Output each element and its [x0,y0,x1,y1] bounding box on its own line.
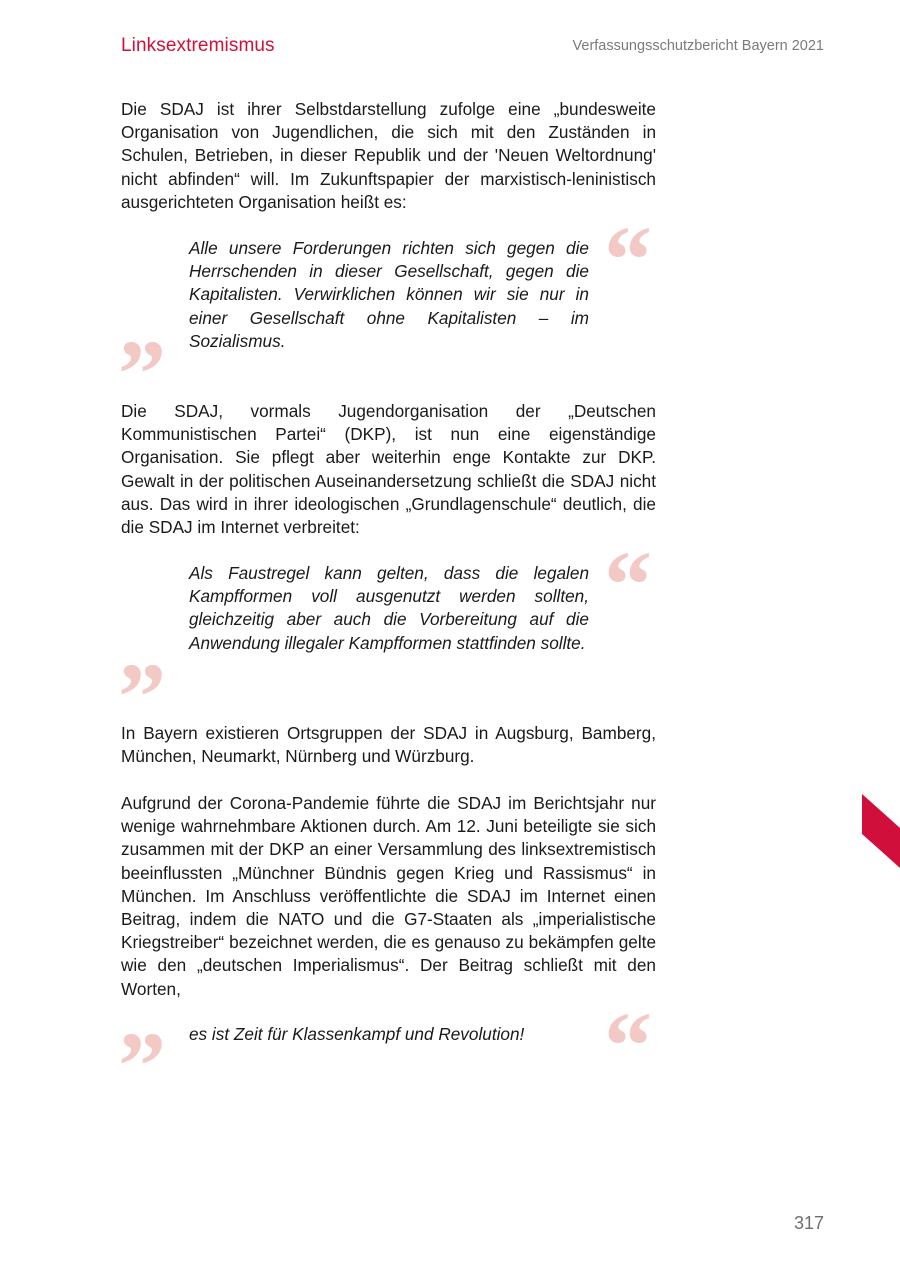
quote-3: es ist Zeit für Klassenkampf und Revolution! [189,1024,525,1044]
chapter-tab-marker [862,794,900,868]
close-quote-icon: ” [118,643,166,750]
section-title: Linksextremismus [121,35,275,56]
page-number: 317 [793,1213,824,1233]
close-quote-icon: ” [118,1012,166,1119]
open-quote-icon: “ [604,531,652,638]
open-quote-icon: “ [604,206,652,313]
quote-1: Alle unsere Forderungen richten sich gegen die Herrschenden in dieser Gesellschaft, gegen die Kapitalisten. Verwirklichen können wir sie nur in einer Gesellschaft ohne Kapitalisten – im Sozialismus. [189,238,589,351]
paragraph-1: Die SDAJ ist ihrer Selbstdarstellung zufolge eine „bundesweite Organisation von Jugendlichen, die sich mit den Zuständen in Schulen, Betrieben, in dieser Republik und der 'Neuen Weltordnung' nicht abfinden“ will. Im Zukunftspapier der marxistisch-leninistisch ausgerichteten Organisation heißt es: [121,99,656,212]
paragraph-4: Aufgrund der Corona-Pandemie führte die SDAJ im Berichtsjahr nur wenige wahrnehmbare Aktionen durch. Am 12. Juni beteiligte sie sich zusammen mit der DKP an einer Versammlung des linksextremistisch beeinflussten „Münchner Bündnis gegen Krieg und Rassismus“ in München. Im Anschluss veröffentlichte die SDAJ im Internet einen Beitrag, indem die NATO und die G7-Staaten als „imperialistische Kriegstreiber“ bezeichnet werden, die es genauso zu bekämpfen gelte wie den „deutschen Imperialismus“. Der Beitrag schließt mit den Worten, [121,793,656,999]
paragraph-3: In Bayern existieren Ortsgruppen der SDAJ in Augsburg, Bamberg, München, Neumarkt, Nürnberg und Würzburg. [121,723,656,767]
report-title: Verfassungsschutzbericht Bayern 2021 [572,38,824,54]
open-quote-icon: “ [604,992,652,1099]
quote-2: Als Faustregel kann gelten, dass die legalen Kampfformen voll ausgenutzt werden sollten, gleichzeitig aber auch die Vorbereitung auf die Anwendung illegaler Kampfformen stattfinden sollte. [189,563,589,653]
close-quote-icon: ” [118,320,166,427]
paragraph-2: Die SDAJ, vormals Jugendorganisation der „Deutschen Kommunistischen Partei“ (DKP), ist nun eine eigenständige Organisation. Sie pflegt aber weiterhin enge Kontakte zur DKP. Gewalt in der politischen Auseinandersetzung schließt die SDAJ nicht aus. Das wird in ihrer ideologischen „Grundlagenschule“ deutlich, die die SDAJ im Internet verbreitet: [121,401,656,538]
